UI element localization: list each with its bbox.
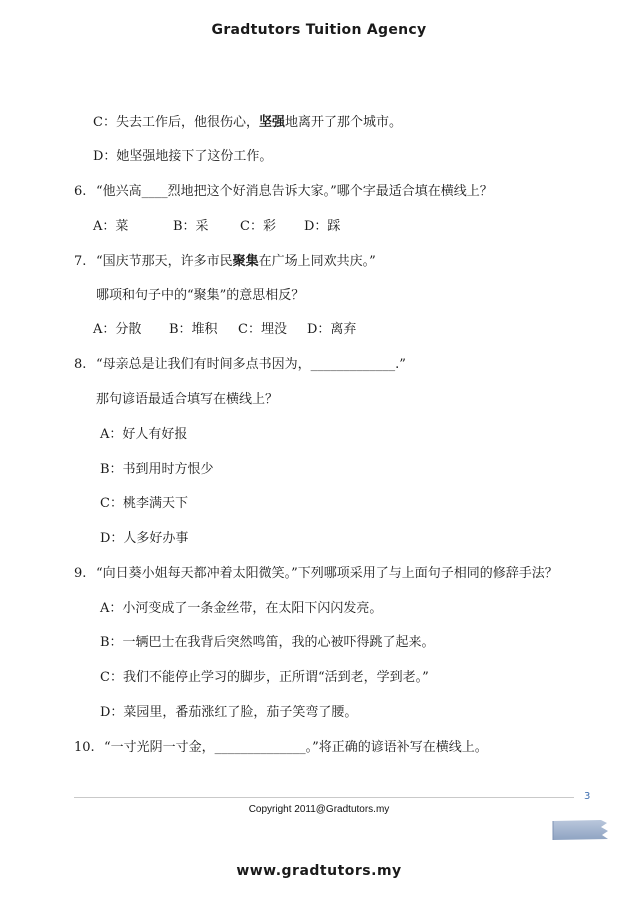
copyright-text: Copyright 2011@Gradtutors.my [248, 804, 390, 815]
q9-option-b: B：一辆巴士在我背后突然鸣笛，我的心被吓得跳了起来。 [100, 635, 435, 650]
question-9 [74, 565, 558, 583]
q6-option-c: C：彩 [240, 219, 276, 234]
q8-option-c: C：桃李满天下 [100, 496, 188, 511]
question-6 [74, 183, 493, 201]
page-corner-tab-icon [551, 818, 609, 842]
q7-option-d: D：离弃 [307, 322, 357, 337]
q9-option-d: D：菜园里，番茄涨红了脸，茄子笑弯了腰。 [100, 705, 358, 720]
q5-option-c-bold: 坚强 [258, 115, 285, 130]
q8-option-a: A：好人有好报 [100, 427, 188, 442]
q7-bold-word: 聚集 [232, 254, 259, 269]
question-text: “向日葵小姐每天都冲着太阳微笑。”下列哪项采用了与上面句子相同的修辞手法？ [96, 566, 558, 581]
page-header-title: Gradtutors Tuition Agency [211, 22, 427, 38]
q8-option-d: D：人多好办事 [100, 531, 189, 546]
q7-option-a: A：分散 [93, 322, 142, 337]
question-number: 7. [74, 254, 87, 269]
q8-option-b: B：书到用时方恨少 [100, 462, 214, 477]
website-url: www.gradtutors.my [236, 863, 402, 879]
page-number: 3 [584, 791, 591, 802]
q6-option-a: A：菜 [93, 219, 129, 234]
question-number: 8. [74, 357, 87, 372]
q6-option-b: B：采 [173, 219, 209, 234]
q7-option-b: B：堆积 [169, 322, 218, 337]
q6-option-d: D：踩 [304, 219, 341, 234]
q5-option-c: C：失去工作后，他很伤心，坚强地离开了那个城市。 [93, 115, 402, 130]
question-8 [74, 356, 406, 374]
question-7: 7. “国庆节那天，许多市民聚集在广场上同欢共庆。” [74, 254, 376, 269]
question-text: “一寸光阴一寸金，______________。”将正确的谚语补写在横线上。 [104, 740, 488, 755]
q9-option-c: C：我们不能停止学习的脚步，正所谓“活到老，学到老。” [100, 670, 429, 685]
question-number: 10. [74, 740, 95, 755]
question-text: “他兴高____烈地把这个好消息告诉大家。”哪个字最适合填在横线上？ [96, 184, 493, 199]
q7-option-c: C：埋没 [238, 322, 287, 337]
question-text: “母亲总是让我们有时间多点书因为，_____________.” [96, 357, 406, 372]
question-number: 9. [74, 566, 87, 581]
question-number: 6. [74, 184, 87, 199]
q6-options [93, 218, 340, 236]
q7-options [93, 321, 356, 339]
footer-divider [74, 797, 574, 798]
q9-option-a: A：小河变成了一条金丝带，在太阳下闪闪发亮。 [100, 601, 383, 616]
q5-option-d: D：她坚强地接下了这份工作。 [93, 149, 273, 164]
q8-subquestion: 那句谚语最适合填写在横线上？ [96, 392, 279, 407]
q7-subquestion: 哪项和句子中的“聚集”的意思相反？ [96, 288, 305, 303]
question-10 [74, 739, 488, 757]
